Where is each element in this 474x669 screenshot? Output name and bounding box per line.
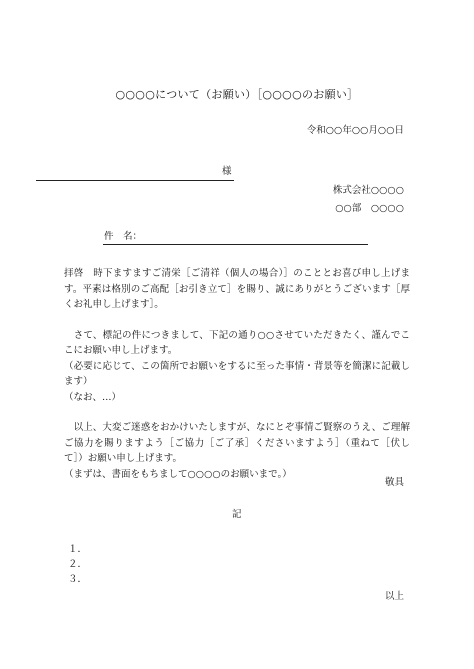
end-mark: 以上: [384, 591, 404, 602]
list-item: ３．: [68, 574, 88, 585]
date: 令和○○年○○月○○日: [306, 125, 404, 136]
sender-department: ○○部 ○○○○: [335, 203, 404, 214]
closing-paragraph: 以上、大変ご迷惑をおかけいたしますが、なにとぞ事情ご賢察のうえ、ご理解ご協力を賜りますよう［ご協力［ご了承］くださいますよう］（重ねて［伏して］）お願い申し上げます。: [64, 422, 410, 464]
recipient-suffix: 様: [222, 166, 232, 177]
recipient-underline: [36, 180, 234, 181]
background-note: （必要に応じて、この箇所でお願いをするに至った事情・背景等を簡潔に記載します）: [64, 360, 410, 387]
additional-note: （なお、…）: [64, 391, 122, 403]
closing-note: （まずは、書面をもちまして○○○○のお願いまで。）: [64, 468, 292, 480]
closing-keigu: 敬具: [384, 477, 404, 488]
list-item: ２．: [68, 559, 88, 570]
request-paragraph: さて、標記の件につきまして、下記の通り○○させていただきたく、謹んでここにお願い申し上げます。: [64, 329, 410, 356]
ki-heading: 記: [232, 509, 242, 520]
greeting-paragraph: 拝啓 時下ますますご清栄［ご清祥（個人の場合）］のこととお喜び申し上げます。平素は格別のご高配［お引き立て］を賜り、誠にありがとうございます［厚くお礼申し上げます］。: [64, 268, 410, 310]
subject-underline: [103, 244, 368, 245]
list-item: １．: [68, 544, 88, 555]
letter-body: [64, 266, 410, 482]
document-title: ○○○○について（お願い）［○○○○のお願い］: [115, 88, 359, 101]
subject-label: 件 名：: [104, 231, 143, 242]
item-list: [68, 542, 87, 587]
sender-company: 株式会社○○○○: [332, 185, 404, 196]
